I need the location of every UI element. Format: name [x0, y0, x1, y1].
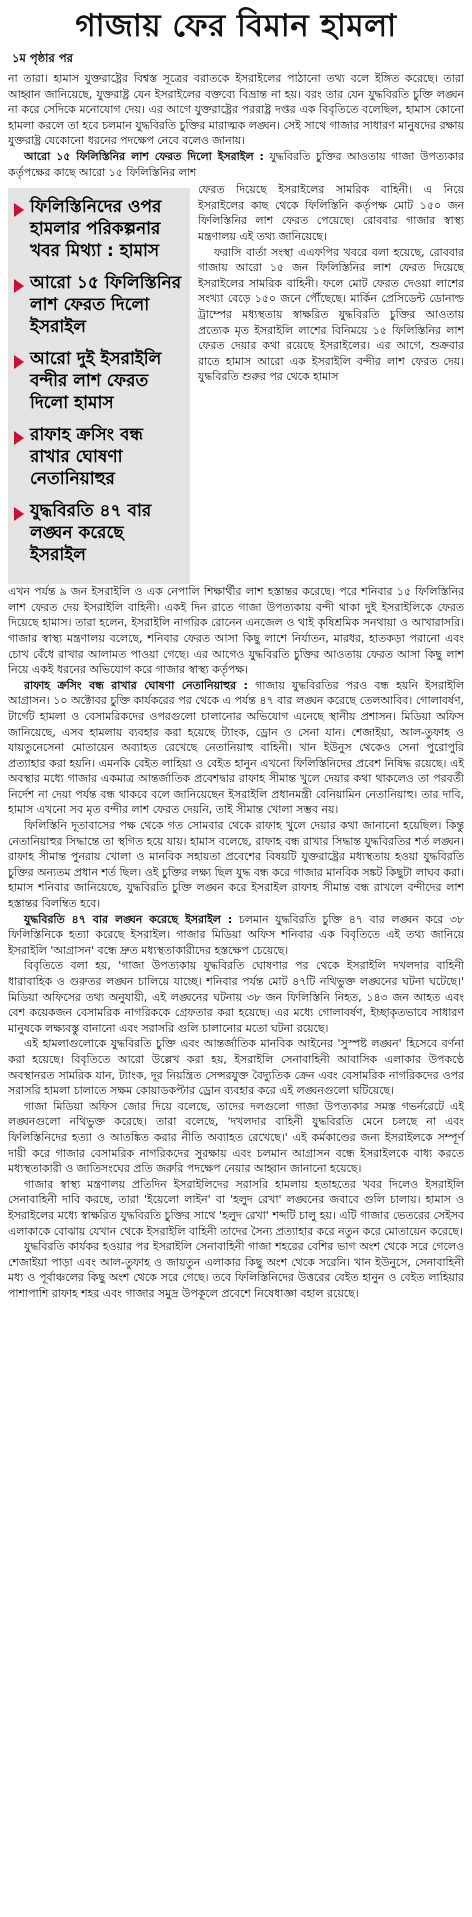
bodies-subheading: আরো ১৫ ফিলিস্তিনির লাশ ফেরত দিলো ইসরাইল : — [24, 149, 264, 163]
violations-text: চলমান যুদ্ধবিরতি চুক্তি ৪৭ বার লঙ্ঘন করে ৩৮ ফিলিস্তিনিকে হত্যা করেছে ইসরাইল। গাজার মিডিয়া অফিস শনিবার এক বিবৃতিতে এই তথ্য জানিয়ে ইসরাইলি 'আগ্রাসন' বন্ধে দ্রুত মধ্যস্থতাকারীদের হস্তক্ষেপ চেয়েছে। — [8, 912, 464, 957]
side-column-text — [198, 182, 464, 385]
rafah-section — [8, 678, 464, 818]
highlight-item — [14, 424, 184, 490]
bodies-intro — [8, 149, 464, 180]
rafah-text: গাজায় যুদ্ধবিরতির পরও বন্ধ হয়নি ইসরাইলি আগ্রাসন। ১০ অক্টোবর চুক্তি কার্যকরের পর থেকে এ পর্যন্ত ৪৭ বার লঙ্ঘন করেছে তেলআবিব। গোলাবর্ষণ, টার্গেট হামলা ও বেসামরিকদের ওপরগুলো চালানোর অভিযোগ এনেছে স্থানীয় প্রশাসন। মিডিয়া অফিস জানিয়েছে, এসব হামলায় ব্যবহার করা হয়েছে ট্যাংক, ড্রোন ও সেনা যান। শেজাইয়া, আল-তুফাহ ও যায়তুনেসেনা মোতায়েন অব্যাহত রেখেছে নেতানিয়াহু বাহিনী। খান ইউনুস থেকেও সেনা পুরোপুরি প্রত্যাহার করা হয়নি। এমনকি বেইত লাহিয়া ও বেইত হানুন এখনো ফিলিস্তিনিদের প্রবেশ নিষিদ্ধ রয়েছে। এই অবস্থার মধ্যে গাজার একমাত্র আন্তর্জাতিক প্রবেশদ্বার রাফাহ সীমান্ত খুলে দেয়ার কথা থাকলেও তা পরবর্তী নির্দেশ না দেয়া পর্যন্ত বন্ধ থাকবে বলে জানিয়েছেন ইসরাইলি প্রধানমন্ত্রী বেনিয়ামিন নেতানিয়াহু। তার দাবি, হামাস এখনো সব মৃত বন্দীর লাশ ফেরত দেয়নি, তাই সীমান্ত খোলা সম্ভব নয়। — [8, 678, 464, 817]
violations-section — [8, 912, 464, 959]
violations-paragraph-6: যুদ্ধবিরতি কার্যকর হওয়ার পর ইসরাইলি সেনাবাহিনী গাজা শহরের বেশির ভাগ অংশ থেকে সরে গেলেও শেজাইয়া পাড়া এবং আল-তুফাহ ও জায়তুন এলাকার কিছু অংশ থেকে সরেনি। খান ইউনুসে, সেনাবাহিনী মধ্য ও পূর্বাঞ্চলের কিছু অংশ থেকে সরে গেছে। তবে ফিলিস্তিনিদের উত্তরের বেইত হানুন ও বেইত লাহিয়ার পাশাপাশি রাফাহ শহর এবং গাজার সমুদ্র উপকূলে প্রবেশে নিষেধাজ্ঞা বহাল রয়েছে। — [8, 1240, 464, 1300]
highlight-text: ফিলিস্তিনিদের ওপর হামলার পরিকল্পনার খবর মিথ্যা : হামাস — [30, 197, 162, 262]
body-paragraph-1: এখন পর্যন্ত ৯ জন ইসরাইলি ও এক নেপালি শিক্ষার্থীর লাশ হস্তান্তর করেছে। পরে শনিবার ১৫ ফিলিস্তিনির লাশ ফেরত দেয় ইসরাইলি বাহিনী। একই দিন রাতে গাজা উপত্যকায় বন্দী থাকা দুই ইসরাইলিকে ফেরত দিয়েছে হামাস। তারা হলেন, ইসরাইলি নাগরিক রোনেন এনজেল ও থাই কৃষিশ্রমিক সনথায়া ও আখারাসরি। গাজার স্বাস্থ্য মন্ত্রণালয় বলেছে, শনিবার ফেরত আসা কিছু লাশে নির্যাতন, মারধর, হাতকড়া পরানো এবং চোখ বেঁধে রাখার আলামত পাওয়া গেছে। এর আগেও যুদ্ধবিরতি চুক্তির আওতায় ফেরত আসা কিছু লাশ নিয়ে একই ধরনের অভিযোগ করে গাজার স্বাস্থ্য কর্তৃপক্ষ। — [8, 585, 464, 677]
bullet-arrow-icon — [14, 279, 24, 293]
highlight-item — [14, 500, 184, 566]
bullet-arrow-icon — [14, 507, 24, 521]
bullet-arrow-icon — [14, 431, 24, 445]
bullet-arrow-icon — [14, 355, 24, 369]
rafah-subheading: রাফাহ ক্রসিং বন্ধ রাখার ঘোষণা নেতানিয়াহুর : — [24, 678, 248, 692]
bodies-intro-text: যুদ্ধবিরতি চুক্তির আওতায় গাজা উপত্যকার কর্তৃপক্ষের কাছে আরো ১৫ ফিলিস্তিনির লাশ — [8, 149, 464, 179]
bullet-arrow-icon — [14, 203, 24, 217]
highlight-item — [14, 348, 184, 414]
highlight-item — [14, 196, 184, 262]
highlight-text: যুদ্ধবিরতি ৪৭ বার লঙ্ঘন করেছে ইসরাইল — [30, 501, 152, 566]
violations-paragraph-5: গাজার স্বাস্থ্য মন্ত্রণালয় প্রতিদিন ইসরাইলিদের সরাসরি হামলায় হতাহতের খবর দিলেও ইসরাইলি সেনাবাহিনী দাবি করছে, তারা 'ইয়েলো লাইন' বা 'হলুদ রেখা' লঙ্ঘনের জবাবে গুলি চালায়। হামাস ও ইসরাইলের মধ্যে স্বাক্ষরিত যুদ্ধবিরতি চুক্তির সাথে 'হলুদ রেখা' শব্দটি চালু হয়। এটি গাজার ভেতরের সেইসব এলাকাকে বোঝায় যেখান থেকে ইসরাইলি বাহিনী তাদের সৈন্য প্রত্যাহার করে নতুন করে মোতায়েন করেছে। — [8, 1177, 464, 1238]
violations-paragraph-4: গাজা মিডিয়া অফিস জোর দিয়ে বলেছে, তাদের দলগুলো গাজা উপত্যকার সমস্ত গভর্নরেটে এই লঙ্ঘনগুলো নথিভুক্ত করেছে। তারা বলেছে, 'দখলদার বাহিনী যুদ্ধবিরতি মেনে চলছে না এবং ফিলিস্তিনিদের হত্যা ও আতঙ্কিত করার নীতি অব্যাহত রেখেছে।' এই কর্মকাণ্ডের জন্য ইসরাইলকে সম্পূর্ণ দায়ী করে গাজার বেসামরিক নাগরিকদের সুরক্ষায় এবং চলমান আগ্রাসন বন্ধে ইসরাইলকে বাধ্য করতে মধ্যস্থতাকারী ও জাতিসংঘের প্রতি জরুরি পদক্ষেপ নেয়ার আহ্বান জানানো হয়েছে। — [8, 1099, 464, 1176]
sidebar-row — [8, 182, 464, 584]
top-paragraph: না তারা। হামাস যুক্তরাষ্ট্রের বিশ্বস্ত সূত্রের বরাতকে ইসরাইলের পাঠানো তথ্য বলে ইঙ্গিত করেছে। তারা আহ্বান জানিয়েছে, যুক্তরাষ্ট্র যেন ইসরাইলের বক্তব্যে বিভ্রান্ত না হয়। বরং তার যেন যুদ্ধবিরতি চুক্তি লঙ্ঘন না করে সেদিকে মনোযোগ দেয়। এর আগে যুক্তরাষ্ট্রের পররাষ্ট্র দপ্তর এক বিবৃতিতে বলেছিল, হামাস কোনো হামলা করলে তা হবে চলমান যুদ্ধবিরতি চুক্তির মারাত্মক লঙ্ঘন। সেই সাথে গাজার সাধারণ মানুষদের রক্ষায় যুক্তরাষ্ট্র যেকোনো ধরনের পদক্ষেপ নেবে বলেও জানায়। — [8, 72, 464, 148]
highlight-text: আরো ১৫ ফিলিস্তিনির লাশ ফেরত দিলো ইসরাইল — [30, 273, 182, 338]
highlight-text: রাফাহ ক্রসিং বন্ধ রাখার ঘোষণা নেতানিয়াহুর — [30, 425, 143, 490]
side-paragraph-1: ফেরত দিয়েছে ইসরাইলের সামরিক বাহিনী। এ নিয়ে ইসরাইলের কাছ থেকে ফিলিস্তিনি কর্তৃপক্ষ মোট ১৫০ জন ফিলিস্তিনির লাশ ফেরত পেয়েছে। রোববার গাজার স্বাস্থ্য মন্ত্রণালয় এই তথ্য জানিয়েছে। — [198, 183, 464, 243]
violations-paragraph-3: এই হামলাগুলোকে যুদ্ধবিরতি চুক্তি এবং আন্তর্জাতিক মানবিক আইনের 'সুস্পষ্ট লঙ্ঘন' হিসেবে বর্ণনা করা হয়েছে। বিবৃতিতে আরো উল্লেখ করা হয়, ইসরাইলি সেনাবাহিনী আবাসিক এলাকার উপকণ্ঠে অবস্থানরত সামরিক যান, ট্যাংক, দূর নিয়ন্ত্রিত সেন্সরযুক্ত বৈদ্যুতিক ক্রেন এবং বেসামরিক নাগরিকদের ওপর সরাসরি হামলা চালাতে সক্ষম কোয়াডকপ্টার ড্রোন ব্যবহার করে এই লঙ্ঘনগুলো ঘটিয়েছে। — [8, 1037, 464, 1098]
violations-paragraph-2: বিবৃতিতে বলা হয়, 'গাজা উপত্যকায় যুদ্ধবিরতি ঘোষণার পর থেকে ইসরাইলি দখলদার বাহিনী ধারাবাহিক ও গুরুতর লঙ্ঘন চালিয়ে যাচ্ছে। শনিবার পর্যন্ত মোট ৪৭টি নথিভুক্ত লঙ্ঘনের ঘটনা ঘটেছে।' মিডিয়া অফিসের তথ্য অনুযায়ী, এই লঙ্ঘনের ঘটনায় ৩৮ জন ফিলিস্তিনি নিহত, ১৪৩ জন আহত এবং বেশ কয়েকজন বেসামরিক নাগরিককে গ্রেফতার করা হয়েছে। এর মধ্যে গোলাবর্ষণ, ইচ্ছাকৃতভাবে সাধারণ মানুষকে লক্ষ্যবস্তু বানানো এবং সরাসরি গুলি চালানোর মতো ঘটনা রয়েছে। — [8, 959, 464, 1035]
highlight-text: আরো দুই ইসরাইলি বন্দীর লাশ ফেরত দিলো হামাস — [30, 349, 162, 414]
side-paragraph-2: ফরাসি বার্তা সংস্থা এএফপির খবরে বলা হয়েছে, রোববার গাজায় আরো ১৫ জন ফিলিস্তিনির লাশ ফেরত দিয়েছে ইসরাইলের সামরিক বাহিনী। ফলে মোট ফেরত দেওয়া লাশের সংখ্যা বেড়ে ১৫০ জনে পৌঁছেছে। মার্কিন প্রেসিডেন্ট ডোনাল্ড ট্রাম্পের মধ্যস্থতায় স্বাক্ষরিত যুদ্ধবিরতি চুক্তির আওতায় প্রত্যেক মৃত ইসরাইলি লাশের বিনিময়ে ১৫ ফিলিস্তিনির লাশ ফেরত দেয়ার কথা রয়েছে ইসরাইলের। এর আগে, শুক্রবার রাতে হামাস আরো এক ইসরাইলি বন্দীর লাশ ফেরত দেয়। যুদ্ধবিরতি শুরুর পর থেকে হামাস — [198, 245, 464, 384]
rafah-paragraph-2: ফিলিস্তিনি দূতাবাসের পক্ষ থেকে গত সোমবার থেকে রাফাহ খুলে দেয়ার কথা জানানো হয়েছিল। কিন্তু নেতানিয়াহুর সিদ্ধান্তে তা স্থগিত হয়ে যায়। হামাস বলেছে, রাফাহ বন্ধ রাখার সিদ্ধান্ত যুদ্ধবিরতির শর্ত লঙ্ঘন। রাফাহ সীমান্ত পুনরায় খোলা ও মানবিক সহায়তা প্রবেশের বিষয়টি যুক্তরাষ্ট্রের মধ্যস্থতায় হওয়া যুদ্ধবিরতি চুক্তির অন্যতম প্রধান শর্ত ছিল। ওই চুক্তির লক্ষ্য ছিল যুদ্ধ বন্ধ করে গাজার মানবিক সঙ্কট কিছুটা লাঘব করা। হামাস শনিবার জানিয়েছে, যুদ্ধবিরতি চুক্তি লঙ্ঘন করে ইসরাইল রাফাহ সীমান্ত বন্ধ রাখলে বন্দীদের লাশ হস্তান্তর বিলম্বিত হবে। — [8, 819, 464, 911]
violations-subheading: যুদ্ধবিরতি ৪৭ বার লঙ্ঘন করেছে ইসরাইল : — [24, 912, 233, 926]
highlights-box — [8, 188, 190, 584]
highlight-item — [14, 272, 184, 338]
jump-label: ১ম পৃষ্ঠার পর — [12, 51, 73, 65]
headline: গাজায় ফের বিমান হামলা — [75, 8, 397, 44]
